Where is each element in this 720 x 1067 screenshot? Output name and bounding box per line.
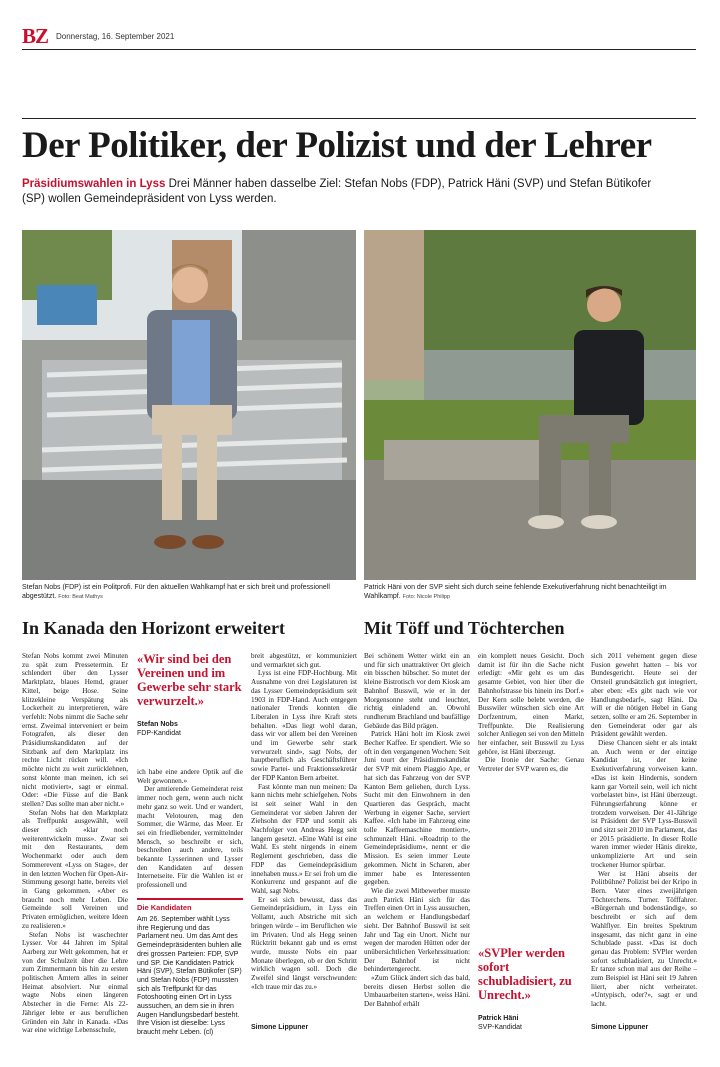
- left-subhead: In Kanada den Horizont erweitert: [22, 618, 285, 638]
- paragraph: «Zum Glück ändert sich das bald, bereits diesen Herbst sollen die Umbauarbeiten starten», weiss Häni. Der Bahnhof erhält: [364, 974, 470, 1009]
- left-col-2: [137, 768, 243, 890]
- box-text: Am 26. September wählt Lyss ihre Regierung und das Parlament neu. Um das Amt des Gemeindepräsidenten buhlen alle drei grossen Parteien: FDP, SVP und SP. Die Kandidaten Patrick Häni (SVP), Stefan Bütikofer (SP) und Stefan Nobs (FDP) mussten sich als Treffpunkt für das Fotoshooting einen Ort in Lyss aussuchen, an dem sie in ihren Augen Handlungsbedarf besteht. Ihre Vision ist dieselbe: Lyss braucht mehr Leben. (cl): [137, 916, 242, 1037]
- paragraph: ein komplett neues Gesicht. Doch damit ist für ihn die Sache nicht erledigt: «Mir geht es um das gesamte Gebiet, von hier über die Bahnhofstrasse bis hinein ins Dorf.» Der Kern solle belebt werden, die Busswiler wünschen sich eine Art Dorfzentrum, einen Markt, Treffpunkte. Die Realisierung solcher Anliegen sei von den Mitteln her einfacher, seit Busswil zu Lyss gehöre, ist Häni überzeugt.: [478, 652, 584, 756]
- caption-right-credit: Foto: Nicole Philipp: [402, 594, 451, 600]
- paragraph: breit abgestützt, er kommuniziert und vermarktet sich gut.: [251, 652, 357, 669]
- left-pullquote: «Wir sind bei den Vereinen und im Gewerbe sehr stark verwurzelt.»: [137, 652, 242, 708]
- caption-left-text: Stefan Nobs (FDP) ist ein Politprofi. Für den aktuellen Wahlkampf hat er sich breit und professionell abgestützt.: [22, 584, 330, 600]
- paragraph: Stefan Nobs ist waschechter Lysser. Vor 44 Jahren im Spital Aarberg zur Welt gekommen, hat er von der Schulzeit über die Lehre zum Zimmermann bis hin zu ersten politischen Ämtern alles in seiner Heimat absolviert. Nur einmal wagte Nobs einen längeren Abstecher in die Ferne: Als 22-Jähriger lebte er aus beruflichen Gründen ein Jahr in Kanada. «Das war eine wichtige Lebensschule,: [22, 930, 128, 1035]
- right-pq-name: Patrick Häni: [478, 1015, 519, 1022]
- paragraph: Patrick Häni holt im Kiosk zwei Becher Kaffee. Er spendiert. Wie so oft in den vergangenen Wochen: Seit Juni tourt der Präsidiumskandidat der SVP mit einem Piaggio Ape, er hat sich das Fahrzeug von der SVP Kanton Bern geliehen, durch Lyss. Sucht mit den Einwohnern in den Quartieren das Gespräch, macht Werbung in eigener Sache, serviert Kaffee. «Ich habe im Fahrzeug eine tolle Kaffeemaschine montiert», schmunzelt Häni. «Roadtrip to the Gemeindepräsidium», nennt er die Mission. Es seien immer Leute gekommen. Nicht in Scharen, aber immer habe es Interessenten gegeben.: [364, 730, 470, 887]
- right-col-2: [478, 652, 584, 774]
- caption-right-text: Patrick Häni von der SVP sieht sich durch seine fehlende Exekutiverfahrung nicht benachteiligt im Wahlkampf.: [364, 584, 667, 600]
- paragraph: Stefan Nobs hat den Marktplatz als Treffpunkt ausgewählt, weil dieser sich «klar noch weiterentwickeln muss». Zwar sei mit den Restaurants, dem Wochenmarkt oder auch dem Sommerevent «Lyss on Stage», der in den letzten Wochen für Open-Air-Stimmung gesorgt hatte, bereits viel in Gang gekommen. «Aber es braucht noch mehr Leben. Die Gemeinde soll Vereinen und Privaten ermöglichen, weitere Ideen zu realisieren.»: [22, 808, 128, 930]
- right-pq-role: SVP-Kandidat: [478, 1024, 522, 1031]
- paragraph: Er sei sich bewusst, dass das Gemeindepräsidium, in Lyss ein Vollamt, auch Abstriche mit sich bringen würde – im Beruflichen wie im Privaten. Und als Hegg seinen Rücktritt bekannt gab und es ernst wurde, musste Nobs ein paar Monate überlegen, ob er den Schritt wirklich wagen soll. Doch die Zweifel sind längst verschwunden: «Ich traue mir das zu.»: [251, 895, 357, 991]
- right-pullquote-attribution: [478, 1014, 584, 1032]
- right-author: Simone Lippuner: [591, 1024, 649, 1031]
- box-rule: [137, 898, 243, 900]
- paragraph: Wie die zwei Mitbewerber musste auch Patrick Häni sich für das Treffen einen Ort in Lyss aussuchen, an welchem er Handlungsbedarf sieht. Der Bahnhof Busswil ist seit Jahr und Tag ein Unort. Nicht nur wegen der maroden Hütten oder der unübersichtlichen Verkehrssituation: Der Bahnhof ist nicht behindertengerecht.: [364, 886, 470, 974]
- paragraph: Wer ist Häni abseits der Politbühne? Polizist bei der Kripo in Bern. Vater eines zweijährigen Töchterchens. Turner. Töfffahrer. «Bürgernah und bodenständig», so beschreibt er sich auf dem Wahlflyer. Ein breites Spektrum insgesamt, das nicht ganz in eine Schublade passt. «Das ist doch genau das Problem: SVPler werden sofort schubladisiert, zu Unrecht.» Er tanze schon mal aus der Reihe – zum Beispiel ist Häni seit 19 Jahren liiert, aber nicht verheiratet. «Untypisch, oder?», sagt er und lacht.: [591, 869, 697, 1009]
- page-header: [22, 26, 696, 50]
- left-pq-name: Stefan Nobs: [137, 721, 178, 728]
- photo-stefan-nobs: [22, 230, 356, 580]
- issue-date: Donnerstag, 16. September 2021: [56, 32, 175, 41]
- paragraph: Lyss ist eine FDP-Hochburg. Mit Ausnahme von drei Legislaturen ist das Lysser Gemeindepräsidium seit 1903 in FDP-Hand. Auch entgegen nationaler Trends konnten die Liberalen in Lyss ihre Kraft stets behalten. «Das liegt wohl daran, dass wir vor allem bei den Vereinen und im Gewerbe sehr stark verwurzelt sind», sagt Nobs, der hauptberuflich als Geschäftsführer sowie Partei- und Fraktionssekretär der FDP Kanton Bern arbeitet.: [251, 669, 357, 782]
- box-title: Die Kandidaten: [137, 903, 192, 912]
- photo-patrick-haeni: [364, 230, 696, 580]
- lead-kicker: Präsidiumswahlen in Lyss: [22, 178, 166, 190]
- headline: Der Politiker, der Polizist und der Lehrer: [22, 125, 652, 166]
- paragraph: Die Ironie der Sache: Genau Vertreter der SVP waren es, die: [478, 756, 584, 774]
- right-col-3: [591, 652, 697, 1009]
- left-pullquote-attribution: [137, 720, 243, 738]
- paragraph: Diese Chancen sieht er als intakt an. Auch wenn er der einzige Kandidat ist, der keine Exekutiverfahrung vorweisen kann. «Das ist kein Hindernis, sondern kann gar Vorteil sein, weil ich nicht vorbelastet bin», ist Häni überzeugt. Führungserfahrung könne er trotzdem vorweisen. Der 41-Jährige ist Präsident der SVP Lyss-Busswil und sitzt seit 2010 im Parlament, das er 2015 präsidierte. In dieser Rolle waren immer wieder Hänis direkte, unkomplizierte Art und sein trockener Humor spürbar.: [591, 739, 698, 869]
- right-col-1: [364, 652, 470, 1009]
- left-col-1: [22, 652, 128, 1035]
- caption-left-credit: Foto: Beat Mathys: [58, 594, 103, 600]
- bz-logo: BZ: [22, 24, 49, 48]
- paragraph: Stefan Nobs kommt zwei Minuten zu spät zum Pressetermin. Er schlendert über den Lysser Marktplatz, blaues Hemd, grauer Kittel, beige Hose. Seine klitzekleine Verspätung als Lockerheit zu interpretieren, wäre verfehlt: Nobs nimmt die Sache sehr ernst. Zweimal interveniert er beim Fotografen, als dieser den Präsidiumskandidaten auf der Sitzbank auf dem Marktplatz ins rechte Licht rücken will. «Ich möchte nicht zu weit zurücklehnen, sonst könnte man meinen, ich sei nicht motiviert», sagt er einmal. Oder: «Die Füsse auf die Bank stellen? Das sollte man aber nicht.»: [22, 652, 128, 808]
- left-author: Simone Lippuner: [251, 1024, 309, 1031]
- headline-rule: [22, 118, 696, 119]
- caption-left: [22, 583, 356, 602]
- paragraph: ich habe eine andere Optik auf die Welt gewonnen.»: [137, 768, 243, 785]
- caption-right: [364, 583, 674, 602]
- paragraph: Der amtierende Gemeinderat reist immer noch gern, wenn auch nicht mehr ganz so weit. Und er wandert, macht Velotouren, mag den Sommer, die Wärme, das Meer. Er sei ein friedliebender, vermittelnder Mensch, so beschreibt er sich, beschreiben auch andere, teils bekannte Lysserinnen und Lysser den Kandidaten auf dessen Internetseite. Für die Wahlen ist er professionell und: [137, 785, 243, 890]
- right-pullquote: «SVPler werden sofort schubladisiert, zu Unrecht.»: [478, 946, 572, 1002]
- paragraph: Fast könnte man nun meinen: Da kann nichts mehr schiefgehen. Nobs ist seit seiner Wahl in den Gemeinderat vor sieben Jahren der Ziehsohn der FDP und somit als Nachfolger von Andreas Hegg seit langem gesetzt. «Eine Wahl ist eine Wahl. Es steht nirgends in einem Reglement geschrieben, dass die FDP das Gemeindepräsidium innehaben muss.» Er sei froh um die Konkurrenz und gespannt auf die Wahl, sagt Nobs.: [251, 782, 357, 895]
- lead-text: Drei Männer haben dasselbe Ziel: Stefan Nobs (FDP), Patrick Häni (SVP) und Stefan Bütikofer (SP) wollen Gemeindepräsident von Lyss werden.: [22, 178, 652, 205]
- paragraph: sich 2011 vehement gegen diese Fusion gewehrt hatten – bis vor Bundesgericht. Heute sei der Ortsteil grundsätzlich gut integriert, aber eben: «Es gibt nach wie vor Handlungsbedarf», sagt Häni. Da will er die nötigen Hebel in Gang setzen, sollte er am 26. September in den Gemeinderat oder gar als Präsident gewählt werden.: [591, 652, 697, 739]
- left-pq-role: FDP-Kandidat: [137, 730, 181, 737]
- paragraph: Bei schönem Wetter wirkt ein an und für sich unattraktiver Ort gleich ein bisschen hübscher. So mutet der kleine Bistrotisch vor dem Kiosk am Bahnhof Busswil, wie er in der Morgensonne steht und leuchtet, richtig einladend an. Obwohl rundherum Brachland und baufällige Gebäude das Bild prägen.: [364, 652, 470, 730]
- lead: [22, 177, 662, 207]
- right-subhead: Mit Töff und Töchterchen: [364, 618, 565, 638]
- left-col-3: [251, 652, 357, 991]
